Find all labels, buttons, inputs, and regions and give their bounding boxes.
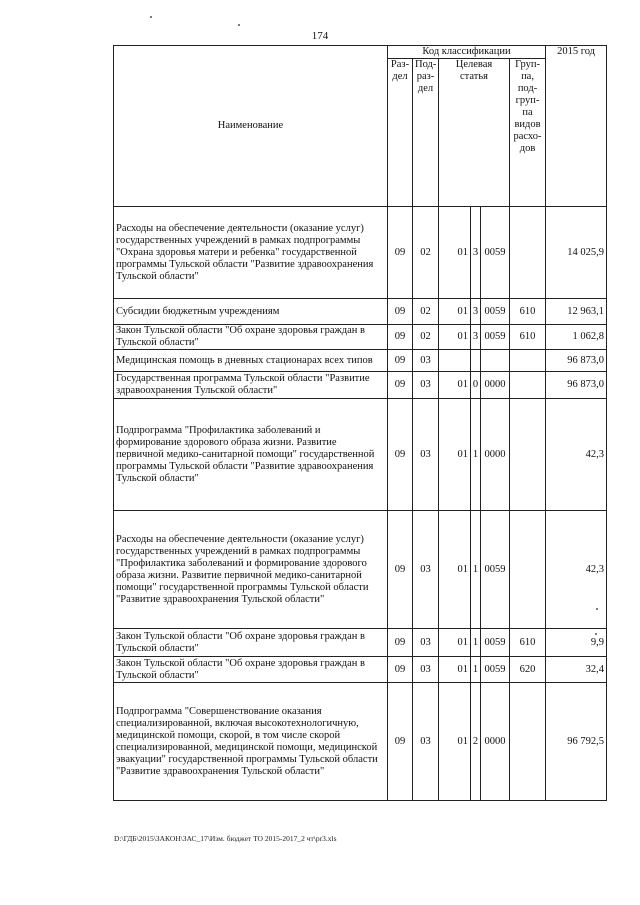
- footer-file-path: D:\ГДБ\2015\ЗАКОН\ЗАС_17\Изм. бюджет ТО 2015-2017_2 чт\pr3.xls: [114, 834, 337, 843]
- row-section: 09: [388, 399, 413, 511]
- table-row: [114, 350, 607, 372]
- row-name: Медицинская помощь в дневных стационарах всех типов: [114, 350, 388, 372]
- row-name: Государственная программа Тульской области "Развитие здравоохранения Тульской области": [114, 372, 388, 399]
- row-section: 09: [388, 299, 413, 325]
- row-name: Подпрограмма "Профилактика заболеваний и формирование здорового образа жизни. Развитие первичной медико-санитарной помощи" государственной программы Тульской области "Развитие здравоохранения Тульской области": [114, 399, 388, 511]
- row-name: Расходы на обеспечение деятельности (оказание услуг) государственных учреждений в рамках подпрограммы "Охрана здоровья матери и ребенка" государственной программы Тульской области "Развитие здравоохранения Тульской области": [114, 207, 388, 299]
- row-section: 09: [388, 511, 413, 629]
- row-amount: 42,3: [546, 511, 607, 629]
- row-section: 09: [388, 350, 413, 372]
- table-row: [114, 207, 607, 299]
- row-amount: 96 873,0: [546, 350, 607, 372]
- row-program-code: 01: [439, 511, 471, 629]
- row-subsection: 02: [413, 299, 439, 325]
- scan-speck: [150, 16, 152, 18]
- row-program-code: 01: [439, 372, 471, 399]
- row-subsection: 03: [413, 511, 439, 629]
- row-expense-type: [510, 399, 546, 511]
- row-amount: 9,9: [546, 629, 607, 657]
- row-subprogram-code: 0: [471, 372, 481, 399]
- table-row: [114, 629, 607, 657]
- row-subsection: 02: [413, 325, 439, 350]
- row-expense-type: 620: [510, 657, 546, 683]
- row-amount: 96 792,5: [546, 683, 607, 801]
- header-year: 2015 год: [546, 46, 607, 207]
- row-section: 09: [388, 372, 413, 399]
- row-expense-type: 610: [510, 325, 546, 350]
- row-amount: 12 963,1: [546, 299, 607, 325]
- table-row: [114, 683, 607, 801]
- row-expense-type: [510, 511, 546, 629]
- row-name: Расходы на обеспечение деятельности (оказание услуг) государственных учреждений в рамках подпрограммы "Профилактика заболеваний и формирование здорового образа жизни. Развитие первичной медико-санитарной помощи" государственной программы Тульской области "Развитие здравоохранения Тульской области": [114, 511, 388, 629]
- table-row: [114, 325, 607, 350]
- row-expense-type: 610: [510, 629, 546, 657]
- row-amount: 42,3: [546, 399, 607, 511]
- row-name: Субсидии бюджетным учреждениям: [114, 299, 388, 325]
- row-program-code: 01: [439, 299, 471, 325]
- row-subprogram-code: 1: [471, 511, 481, 629]
- row-direction-code: 0059: [481, 657, 510, 683]
- row-expense-type: [510, 372, 546, 399]
- row-expense-type: [510, 683, 546, 801]
- row-direction-code: 0000: [481, 683, 510, 801]
- row-subsection: 03: [413, 350, 439, 372]
- row-program-code: 01: [439, 207, 471, 299]
- row-subprogram-code: 2: [471, 683, 481, 801]
- row-section: 09: [388, 629, 413, 657]
- row-program-code: 01: [439, 657, 471, 683]
- scan-speck: [595, 633, 597, 635]
- row-direction-code: 0059: [481, 299, 510, 325]
- row-name: Закон Тульской области "Об охране здоровья граждан в Тульской области": [114, 657, 388, 683]
- row-program-code: [439, 350, 471, 372]
- header-code-classification: Код классификации: [388, 46, 546, 59]
- scan-speck: [596, 608, 598, 610]
- row-program-code: 01: [439, 325, 471, 350]
- row-direction-code: 0059: [481, 511, 510, 629]
- table-row: [114, 399, 607, 511]
- row-subsection: 03: [413, 399, 439, 511]
- table-row: [114, 657, 607, 683]
- scan-speck: [238, 24, 240, 26]
- row-amount: 32,4: [546, 657, 607, 683]
- row-subprogram-code: 1: [471, 399, 481, 511]
- table-row: [114, 372, 607, 399]
- row-direction-code: [481, 350, 510, 372]
- row-section: 09: [388, 683, 413, 801]
- row-subprogram-code: [471, 350, 481, 372]
- row-name: Подпрограмма "Совершенствование оказания специализированной, включая высокотехнологичную, медицинской помощи, скорой, в том числе скорой специализированной, медицинской помощи, медицинской эвакуации" государственной программы Тульской области "Развитие здравоохранения Тульской области": [114, 683, 388, 801]
- header-name: Наименование: [114, 46, 388, 207]
- header-subsection: Под- раз- дел: [413, 59, 439, 207]
- row-section: 09: [388, 207, 413, 299]
- row-name: Закон Тульской области "Об охране здоровья граждан в Тульской области": [114, 629, 388, 657]
- row-expense-type: 610: [510, 299, 546, 325]
- row-subprogram-code: 1: [471, 657, 481, 683]
- header-expense-group: Груп- па, под- груп- па видов расхо- дов: [510, 59, 546, 207]
- row-subprogram-code: 3: [471, 299, 481, 325]
- row-section: 09: [388, 657, 413, 683]
- row-direction-code: 0059: [481, 325, 510, 350]
- row-amount: 14 025,9: [546, 207, 607, 299]
- table-row: [114, 299, 607, 325]
- page-number: 174: [311, 30, 329, 42]
- row-direction-code: 0059: [481, 629, 510, 657]
- row-subprogram-code: 3: [471, 207, 481, 299]
- row-direction-code: 0000: [481, 399, 510, 511]
- row-expense-type: [510, 350, 546, 372]
- row-subsection: 03: [413, 372, 439, 399]
- row-program-code: 01: [439, 629, 471, 657]
- row-amount: 1 062,8: [546, 325, 607, 350]
- row-subsection: 03: [413, 629, 439, 657]
- row-subsection: 02: [413, 207, 439, 299]
- row-program-code: 01: [439, 683, 471, 801]
- row-subprogram-code: 3: [471, 325, 481, 350]
- row-name: Закон Тульской области "Об охране здоровья граждан в Тульской области": [114, 325, 388, 350]
- row-subprogram-code: 1: [471, 629, 481, 657]
- row-amount: 96 873,0: [546, 372, 607, 399]
- table-row: [114, 511, 607, 629]
- row-expense-type: [510, 207, 546, 299]
- row-direction-code: 0059: [481, 207, 510, 299]
- row-program-code: 01: [439, 399, 471, 511]
- row-subsection: 03: [413, 657, 439, 683]
- row-section: 09: [388, 325, 413, 350]
- row-subsection: 03: [413, 683, 439, 801]
- header-target-article: Целевая статья: [439, 59, 510, 207]
- budget-table: [113, 45, 607, 801]
- header-section: Раз- дел: [388, 59, 413, 207]
- row-direction-code: 0000: [481, 372, 510, 399]
